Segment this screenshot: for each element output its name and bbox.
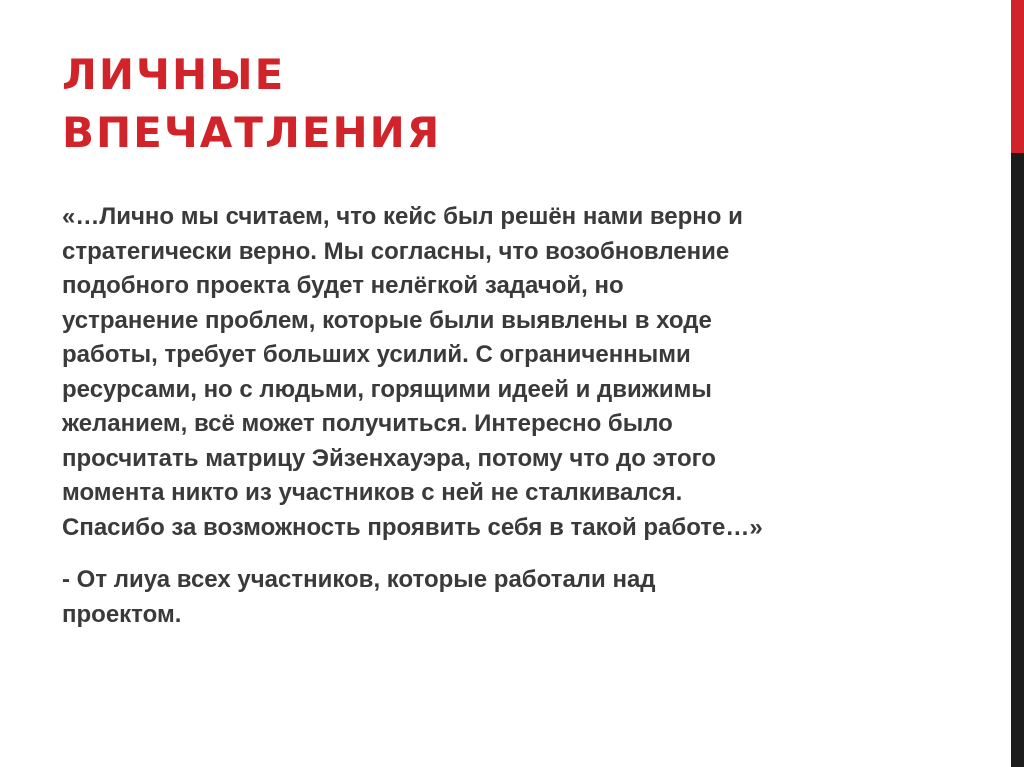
attribution-paragraph [62, 563, 962, 632]
quote-line: «…Лично мы считаем, что кейс был решён нами верно и [62, 203, 743, 230]
accent-bar-red [1011, 0, 1024, 153]
quote-line: работы, требует больших усилий. С ограниченными [62, 341, 691, 368]
quote-line: момента никто из участников с ней не сталкивался. [62, 479, 683, 506]
attribution-line: проектом. [62, 600, 182, 628]
slide-body [62, 200, 962, 632]
quote-line: желанием, всё может получиться. Интересно было [62, 410, 673, 437]
quote-line: подобного проекта будет нелёгкой задачой, но [62, 272, 624, 299]
slide-title [62, 46, 982, 162]
attribution-line: - От лиуа всех участников, которые работали над [62, 566, 656, 593]
quote-line: просчитать матрицу Эйзенхауэра, потому что до этого [62, 444, 716, 472]
quote-line: ресурсами, но с людьми, горящими идеей и движимы [62, 375, 712, 403]
quote-paragraph [62, 200, 962, 545]
quote-line: устранение проблем, которые были выявлены в ходе [62, 306, 712, 334]
slide-title-line-1: ЛИЧНЫЕ [62, 50, 286, 99]
slide-title-line-2: ВПЕЧАТЛЕНИЯ [62, 108, 442, 157]
accent-bar-dark [1011, 153, 1024, 767]
quote-line: Спасибо за возможность проявить себя в такой работе…» [62, 513, 763, 541]
quote-line: стратегически верно. Мы согласны, что возобновление [62, 237, 730, 265]
